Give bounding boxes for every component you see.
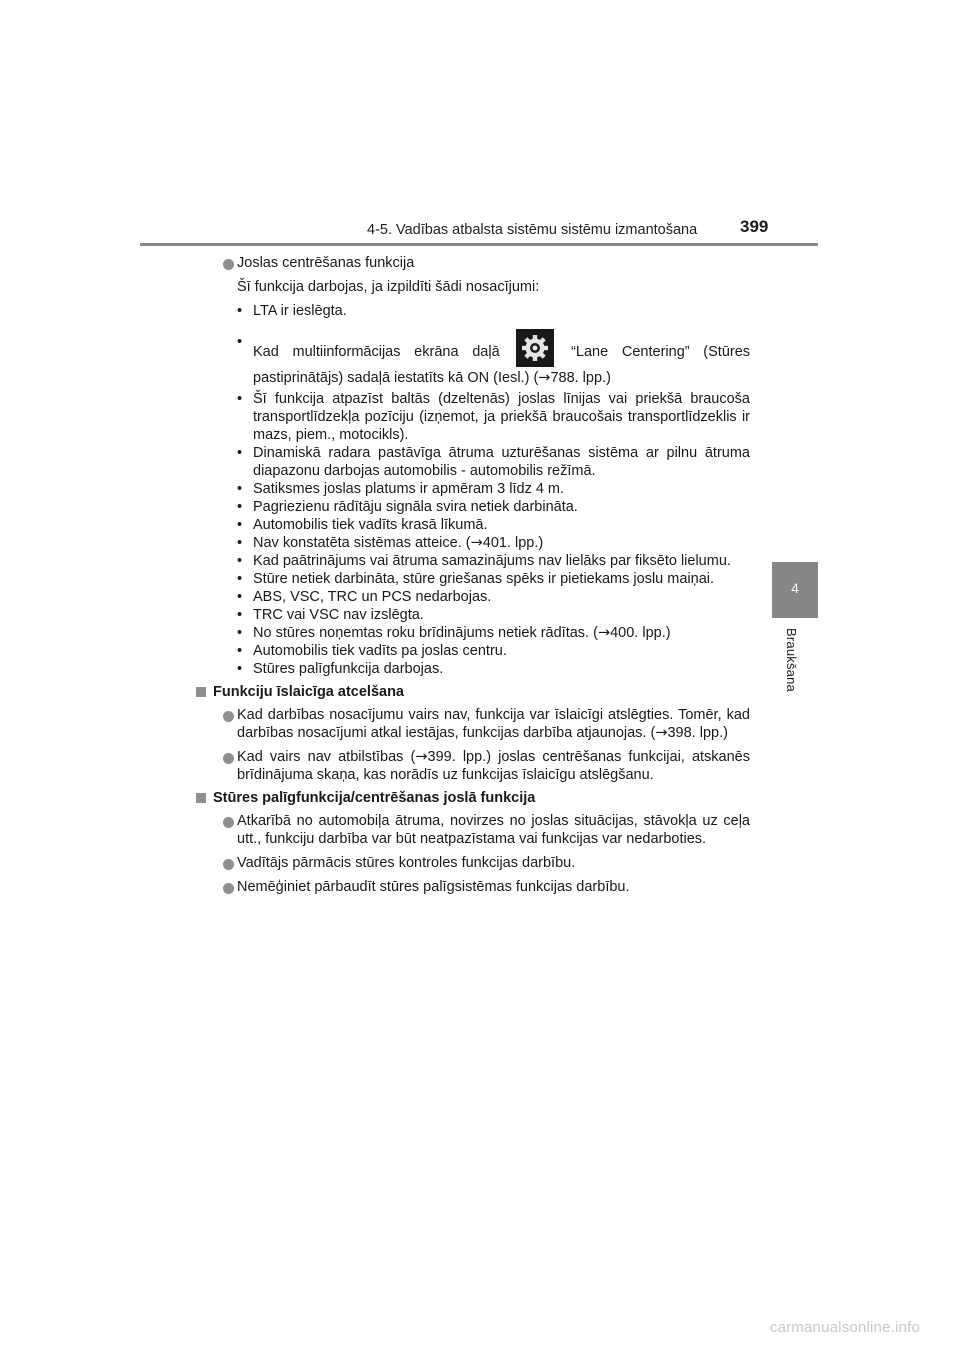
chapter-number: 4 — [791, 580, 799, 596]
condition-item: • LTA ir ieslēgta. — [237, 303, 347, 319]
chapter-label: Braukšana — [784, 628, 799, 692]
section-title: 4-5. Vadības atbalsta sistēmu sistēmu izmantošana — [367, 222, 698, 238]
block-title: Joslas centrēšanas funkcija — [237, 255, 415, 271]
bullet-dot-icon — [223, 817, 234, 828]
square-bullet-icon — [196, 793, 206, 803]
condition-item: • Dinamiskā radara pastāvīga ātruma uzturēšanas sistēma ar pilnu ātruma diapazonu darbojas automobilis - automobilis režīmā. — [237, 445, 750, 479]
condition-item: • Nav konstatēta sistēmas atteice. (→401. lpp.) — [237, 535, 544, 551]
bullet-dot-icon — [223, 883, 234, 894]
condition-item: • Stūres palīgfunkcija darbojas. — [237, 661, 444, 677]
page-number: 399 — [740, 217, 769, 236]
gear-settings-icon — [516, 329, 554, 367]
note-item: Atkarībā no automobiļa ātruma, novirzes no joslas situācijas, stāvokļa uz ceļa utt., funkciju darbība var būt neatpazīstama vai funkcijas var nedarboties. — [205, 812, 750, 848]
condition-item: • Pagriezienu rādītāju signāla svira netiek darbināta. — [237, 499, 578, 515]
condition-item: • Šī funkcija atpazīst baltās (dzeltenās) joslas līnijas vai priekšā braucoša transportlīdzekļa pozīciju (izņemot, ja priekšā braucošais transportlīdzeklis ir mazs, piem., motocikls). — [237, 391, 750, 443]
condition-item: • No stūres noņemtas roku brīdinājums netiek rādītas. (→400. lpp.) — [237, 625, 671, 641]
condition-item: • Kad multiinformācijas ekrāna daļā “Lane Centering” (Stūres pastiprinātājs) sadaļā iestatīts kā ON (Iesl.) (→788. lpp.) — [205, 329, 750, 389]
square-bullet-icon — [196, 687, 206, 697]
condition-item: • Satiksmes joslas platums ir apmēram 3 līdz 4 m. — [237, 481, 565, 497]
condition-item: • TRC vai VSC nav izslēgta. — [237, 607, 424, 623]
condition-item: • Automobilis tiek vadīts pa joslas centru. — [237, 643, 507, 659]
bullet-dot-icon — [223, 859, 234, 870]
block-heading-joslas — [205, 254, 750, 272]
main-content — [205, 254, 750, 896]
section-heading-palig: Stūres palīgfunkcija/centrēšanas joslā funkcija — [193, 789, 750, 807]
intro-text: Šī funkcija darbojas, ja izpildīti šādi nosacījumi: — [237, 279, 540, 295]
section-heading-atcelsana: Funkciju īslaicīga atcelšana — [193, 683, 750, 701]
note-item: Kad darbības nosacījumu vairs nav, funkcija var īslaicīgi atslēgties. Tomēr, kad darbības nosacījumi atkal iestājas, funkcijas darbība atjaunojas. (→398. lpp.) — [205, 706, 750, 742]
condition-item: • Stūre netiek darbināta, stūre griešanas spēks ir pietiekams joslu maiņai. — [237, 571, 715, 587]
note-item: Vadītājs pārmācis stūres kontroles funkcijas darbību. — [205, 854, 750, 872]
bullet-dot-icon — [223, 753, 234, 764]
chapter-tab — [772, 562, 818, 618]
note-item: Kad vairs nav atbilstības (→399. lpp.) joslas centrēšanas funkcijai, atskanēs brīdinājuma skaņa, kas norādīs uz funkcijas īslaicīgu atslēgšanu. — [205, 748, 750, 784]
note-item: Nemēģiniet pārbaudīt stūres palīgsistēmas funkcijas darbību. — [205, 878, 750, 896]
header-divider — [140, 243, 818, 246]
bullet-dot-icon — [223, 259, 234, 270]
condition-item: • Automobilis tiek vadīts krasā līkumā. — [237, 517, 488, 533]
bullet-dot-icon — [223, 711, 234, 722]
condition-item: • ABS, VSC, TRC un PCS nedarbojas. — [237, 589, 492, 605]
condition-item: • Kad paātrinājums vai ātruma samazinājums nav lielāks par fiksēto lielumu. — [237, 553, 731, 569]
watermark: carmanualsonline.info — [769, 1319, 920, 1336]
